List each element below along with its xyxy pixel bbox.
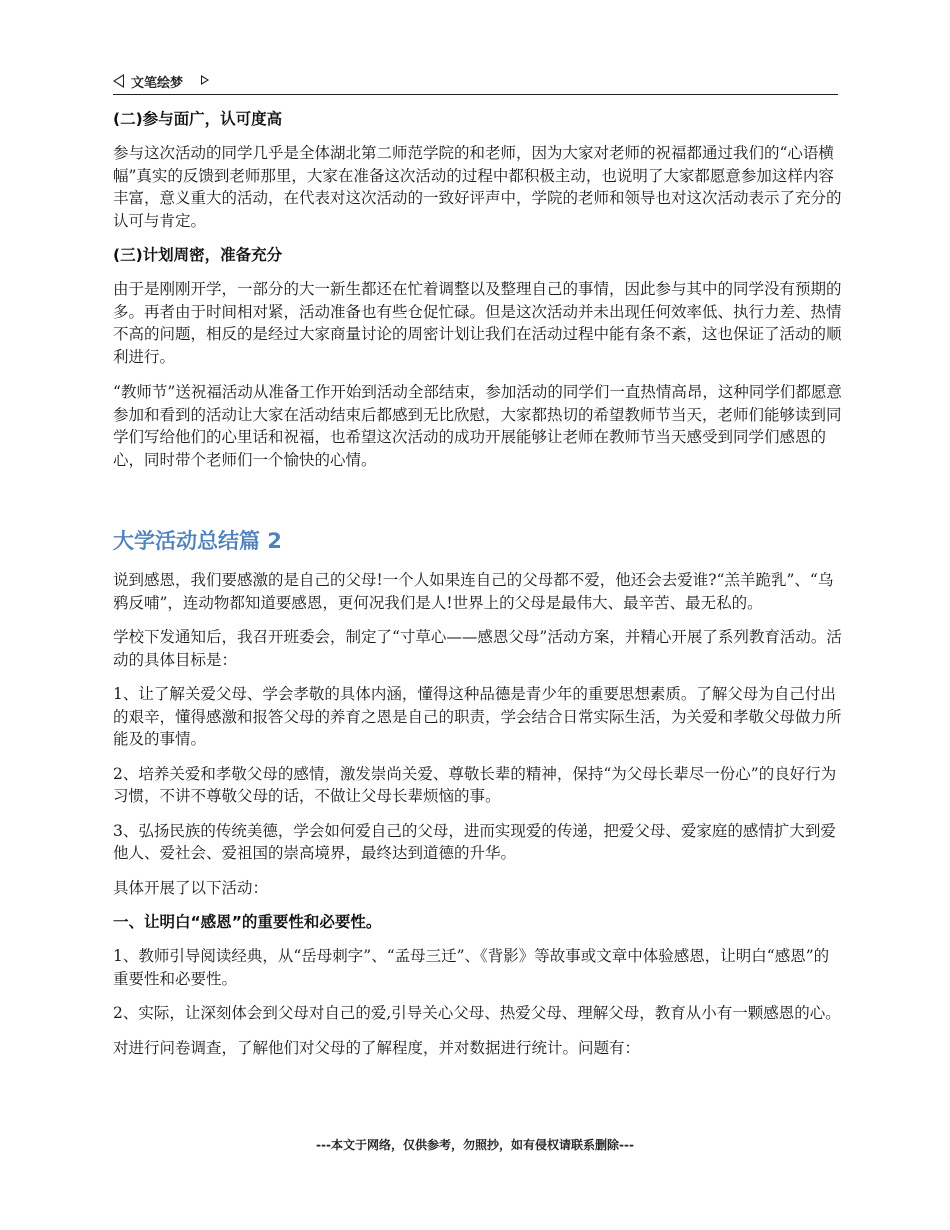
- list-item: 3、弘扬民族的传统美德，学会如何爱自己的父母，进而实现爱的传递，把爱父母、爱家庭的感情扩大到爱他人、爱社会、爱祖国的崇高境界，最终达到道德的升华。: [113, 821, 836, 862]
- footer-notice: ---本文于网络，仅供参考，勿照抄，如有侵权请联系删除---: [316, 1138, 634, 1152]
- paragraph: 学校下发通知后，我召开班委会，制定了“寸草心——感恩父母”活动方案，并精心开展了系列教育活动。活动的具体目标是：: [113, 628, 842, 669]
- subheading: 一、让明白“感恩”的重要性和必要性。: [113, 913, 382, 931]
- paragraph: “教师节”送祝福活动从准备工作开始到活动全部结束，参加活动的同学们一直热情高昂，这种同学们都愿意参加和看到的活动让大家在活动结束后都感到无比欣慰，大家都热切的希望教师节当天，老师们能够读到同学们写给他们的心里话和祝福，也希望这次活动的成功开展能够让老师在教师节当天感受到同学们感恩的心，同时带个老师们一个愉快的心情。: [113, 383, 842, 469]
- list-item: 2、实际，让深刻体会到父母对自己的爱,引导关心父母、热爱父母、理解父母，教育从小有一颗感恩的心。: [113, 1004, 841, 1022]
- list-item: 1、让了解关爱父母、学会孝敬的具体内涵，懂得这种品德是青少年的重要思想素质。了解父母为自己付出的艰辛，懂得感激和报答父母的养育之恩是自己的职责，学会结合日常实际生活，为关爱和孝敬父母做力所能及的事情。: [113, 685, 842, 748]
- paragraph: 由于是刚刚开学，一部分的大一新生都还在忙着调整以及整理自己的事情，因此参与其中的同学没有预期的多。再者由于时间相对紧，活动准备也有些仓促忙碌。但是这次活动并未出现任何效率低、执行力差、热情不高的问题，相反的是经过大家商量讨论的周密计划让我们在活动过程中能有条不紊，这也保证了活动的顺利进行。: [113, 280, 842, 366]
- list-item: 1、教师引导阅读经典，从“岳母刺字”、“孟母三迁”、《背影》等故事或文章中体验感恩，让明白“感恩”的重要性和必要性。: [113, 947, 830, 988]
- triangle-left-icon: [113, 74, 124, 88]
- paragraph: 说到感恩，我们要感激的是自己的父母!一个人如果连自己的父母都不爱，他还会去爱谁?“羔羊跪乳”、“乌鸦反哺”，连动物都知道要感恩，更何况我们是人!世界上的父母是最伟大、最辛苦、最无私的。: [113, 571, 834, 612]
- paragraph: 对进行问卷调查，了解他们对父母的了解程度，并对数据进行统计。问题有：: [113, 1038, 641, 1057]
- section-heading-two: (二)参与面广，认可度高: [113, 110, 283, 128]
- document-body: [113, 108, 843, 1059]
- section-heading-three: (三)计划周密，准备充分: [113, 246, 283, 264]
- paragraph: 参与这次活动的同学几乎是全体湖北第二师范学院的和老师，因为大家对老师的祝福都通过我们的“心语横幅”真实的反馈到老师那里，大家在准备这次活动的过程中都积极主动，也说明了大家都愿意参加这样内容丰富，意义重大的活动，在代表对这次活动的一致好评声中，学院的老师和领导也对这次活动表示了充分的认可与肯定。: [113, 144, 842, 230]
- list-item: 2、培养关爱和孝敬父母的感情，激发崇尚关爱、尊敬长辈的精神，保持“为父母长辈尽一份心”的良好行为习惯，不讲不尊敬父母的话，不做让父母长辈烦恼的事。: [113, 764, 837, 805]
- page-header: [113, 70, 838, 95]
- brand-name: 文笔绘梦: [131, 76, 184, 91]
- triangle-right-icon: [201, 75, 209, 85]
- article-title: 大学活动总结篇 2: [113, 529, 282, 553]
- paragraph: 具体开展了以下活动：: [113, 878, 269, 897]
